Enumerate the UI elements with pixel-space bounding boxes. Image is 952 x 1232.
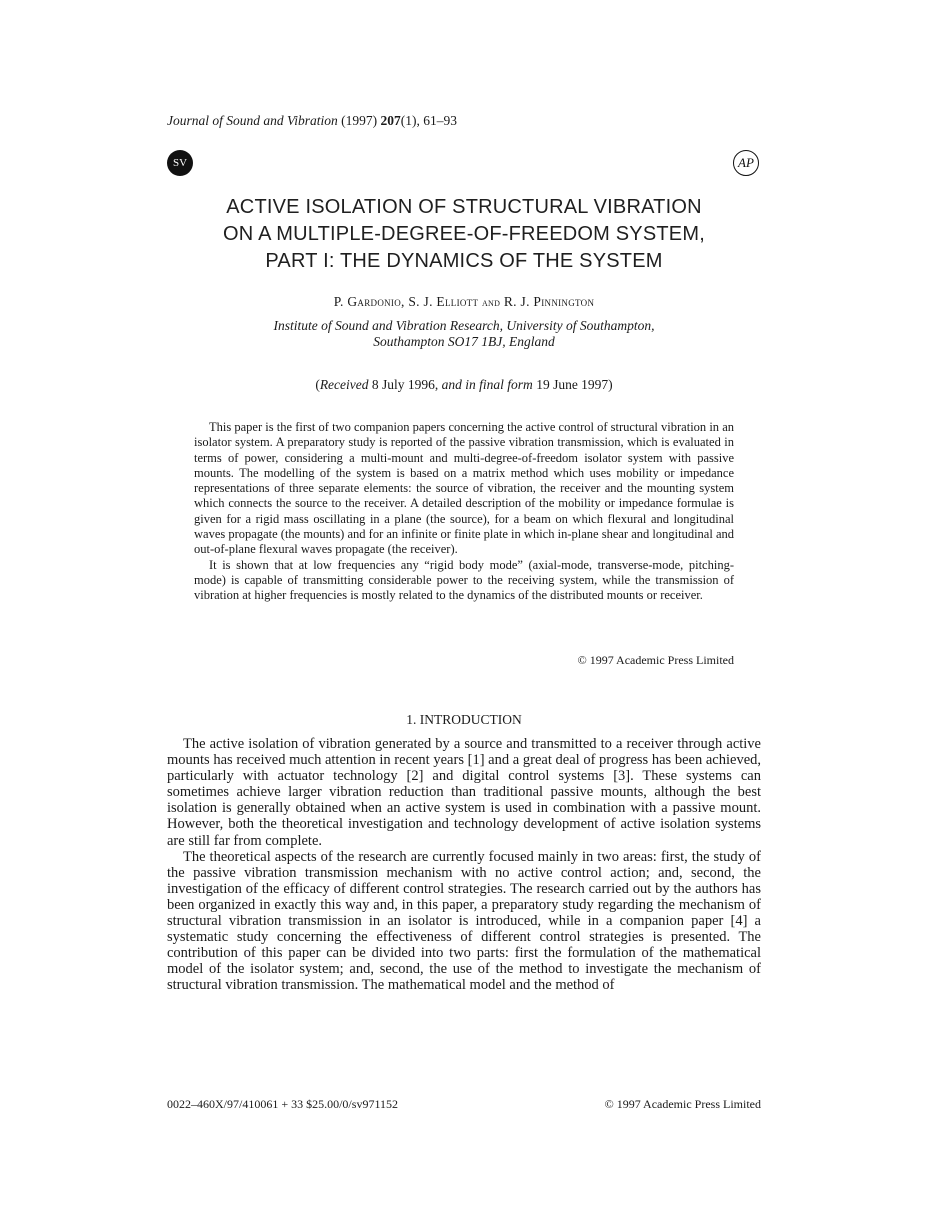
final-form-date: 19 June 1997) (532, 377, 613, 392)
abstract (194, 420, 734, 604)
journal-name: Journal of Sound and Vibration (167, 113, 338, 128)
abstract-paragraph: This paper is the first of two companion papers concerning the active control of structural vibration in an isolator system. A preparatory study is reported of the passive vibration transmission, which is evaluated in terms of power, considering a multi-mount and multi-degree-of-freedom isolator system with passive mounts. The modelling of the system is based on a matrix method which uses mobility or impedance representations of three separate elements: the source of vibration, the receiver and the mounting system which connects the source to the receiver. A detailed description of the mobility or impedance formulae is given for a rigid mass oscillating in a plane (the source), for a beam on which flexural and longitudinal waves propagate (the mounts) and for an infinite or finite plate in which in-plane shear and longitudinal and out-of-plane flexural waves propagate (the receiver). (194, 420, 734, 557)
received-date: 8 July 1996, (368, 377, 442, 392)
journal-year: (1997) (341, 113, 378, 128)
sv-logo: SV (167, 150, 193, 176)
section-heading: 1. INTRODUCTION (406, 712, 522, 727)
journal-volume: 207 (380, 113, 401, 128)
paper-title (167, 194, 761, 275)
abstract-copyright: © 1997 Academic Press Limited (577, 653, 734, 667)
affiliation-line: Institute of Sound and Vibration Research, University of Southampton, (273, 318, 655, 333)
affiliation-line: Southampton SO17 1BJ, England (373, 334, 555, 349)
received-label: Received (319, 377, 369, 392)
abstract-paragraph: It is shown that at low frequencies any “rigid body mode” (axial-mode, transverse-mode, pitching-mode) is capable of transmitting considerable power to the receiving system, while the transmission of vibration at higher frequencies is mostly related to the dynamics of the distributed mounts or receiver. (194, 557, 734, 603)
body-paragraph: The active isolation of vibration generated by a source and transmitted to a receiver through active mounts has received much attention in recent years [1] and a great deal of progress has been achieved, particularly with actuator technology [2] and digital control systems [3]. These systems can sometimes achieve larger vibration reduction than traditional passive mounts, although the best isolation is generally obtained when an active system is used in combination with a passive mount. However, both the theoretical investigation and technology development of active isolation systems are still far from complete. (167, 736, 761, 849)
ap-logo: AP (733, 150, 759, 176)
author-list (167, 294, 761, 310)
received-dates (167, 377, 761, 393)
title-line: ON A MULTIPLE-DEGREE-OF-FREEDOM SYSTEM, (223, 223, 705, 245)
affiliation (167, 318, 761, 350)
title-line: ACTIVE ISOLATION OF STRUCTURAL VIBRATION (226, 196, 702, 218)
journal-issue-pages: (1), 61–93 (400, 113, 457, 128)
footer-code: 0022–460X/97/410061 + 33 $25.00/0/sv971152 (167, 1097, 398, 1111)
author-names: P. Gardonio, S. J. Elliott (333, 294, 479, 309)
author-last: R. J. Pinnington (503, 294, 595, 309)
body-paragraph: The theoretical aspects of the research are currently focused mainly in two areas: first, the study of the passive vibration transmission mechanism with no active control action; and, second, the investigation of the efficacy of different control strategies. The research carried out by the authors has been organized in exactly this way and, in this paper, a preparatory study regarding the mechanism of structural vibration transmission in an isolator is introduced, while in a companion paper [4] a systematic study concerning the effectiveness of different control strategies is presented. The contribution of this paper can be divided into two parts: first the formulation of the mathematical model of the isolator system; and, second, the use of the method to investigate the mechanism of structural vibration transmission. The mathematical model and the method of (167, 848, 761, 994)
final-form-label: and in final form (441, 377, 533, 392)
received-paren: ( (315, 377, 320, 392)
body-text (167, 736, 761, 994)
author-conjunction: and (481, 297, 501, 309)
footer-copyright: © 1997 Academic Press Limited (604, 1097, 761, 1111)
journal-citation (167, 113, 457, 129)
title-line: PART I: THE DYNAMICS OF THE SYSTEM (265, 250, 663, 272)
